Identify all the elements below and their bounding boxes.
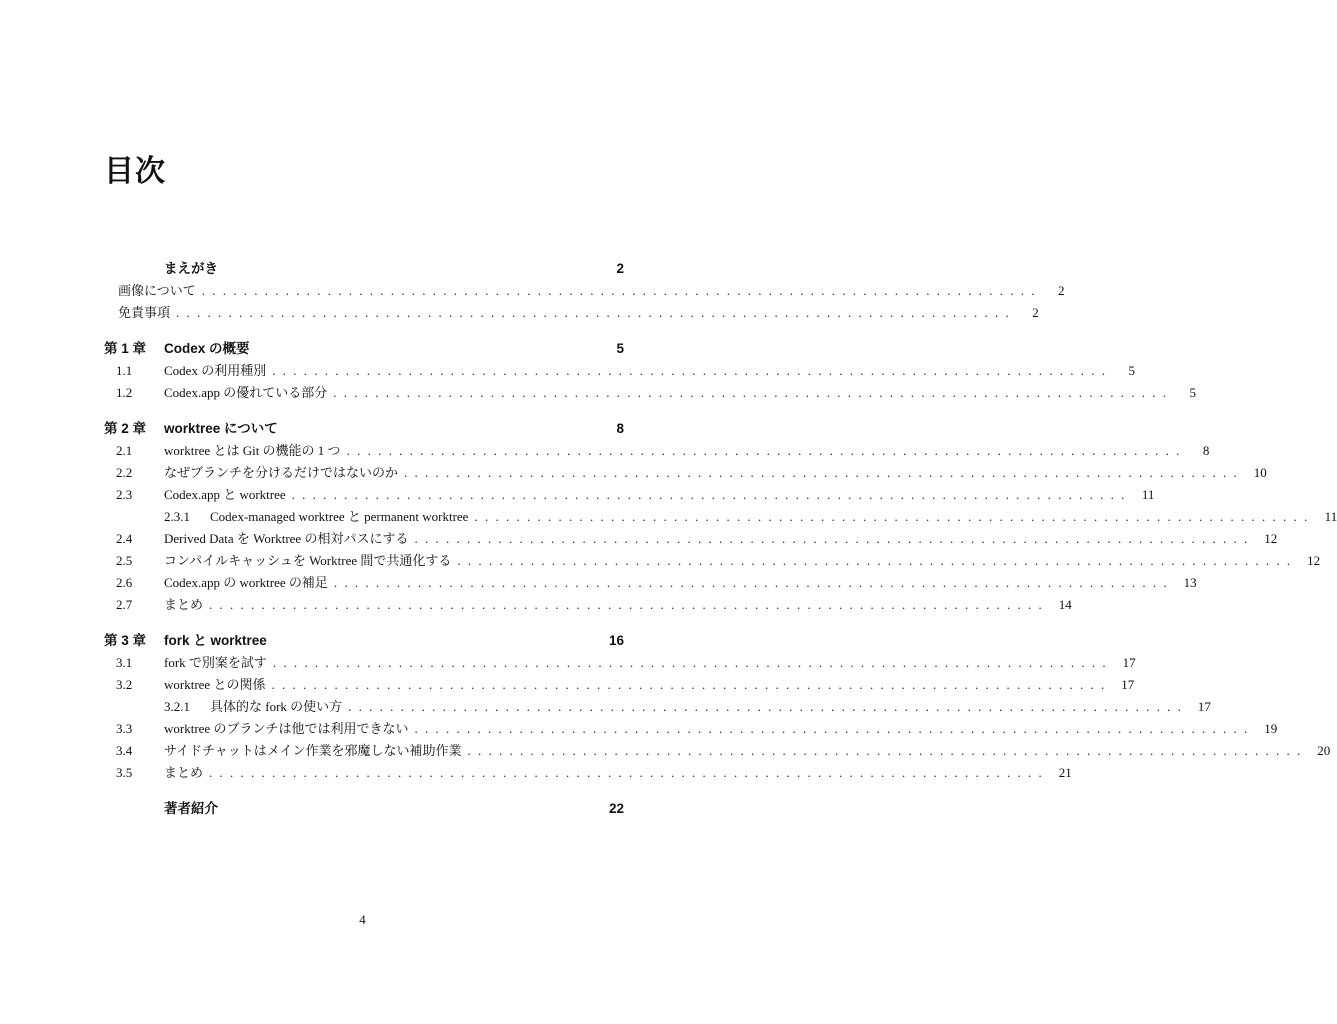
toc-entry-page: 17 [1121, 677, 1135, 692]
toc-dot-leader [224, 258, 584, 280]
toc-entry-title: fork と worktree [164, 633, 267, 648]
toc-entry-page: 14 [1058, 597, 1072, 612]
toc-entry-number: 第 2 章 [104, 421, 147, 436]
toc-entry-page: 5 [1128, 363, 1135, 378]
toc-entry-number: 2.1 [116, 443, 133, 458]
toc-gap [104, 616, 624, 630]
toc-dot-leader [224, 798, 584, 820]
toc-dot-leader: . . . . . . . . . . . . . . . . . . . . . . . . . . . . . . . . . . . . . . . . . . . . . . . . . . . . . . . . . . . . . . . . . . . . . . . . . . . . . . . . [333, 385, 1168, 400]
toc-entry-number: 2.3.1 [164, 509, 190, 524]
toc-entry-pre[interactable] [104, 280, 1065, 302]
toc-entry-subsection[interactable] [104, 696, 1211, 718]
toc-dot-leader [273, 630, 584, 652]
toc-entry-page: 21 [1058, 765, 1072, 780]
toc-entry-page: 22 [608, 801, 624, 816]
toc-entry-title: まとめ [164, 597, 204, 612]
toc-entry-number: 3.2 [116, 677, 133, 692]
toc-entry-title: Codex の利用種別 [164, 363, 267, 378]
toc-entry-section[interactable] [104, 484, 1155, 506]
toc-dot-leader: . . . . . . . . . . . . . . . . . . . . . . . . . . . . . . . . . . . . . . . . . . . . . . . . . . . . . . . . . . . . . . . . . . . . . . . . . . . . . . . . [209, 765, 1044, 780]
toc-entry-title: worktree について [164, 421, 278, 436]
toc-entry-page: 12 [1264, 531, 1278, 546]
toc-dot-leader: . . . . . . . . . . . . . . . . . . . . . . . . . . . . . . . . . . . . . . . . . . . . . . . . . . . . . . . . . . . . . . . . . . . . . . . . . . . . . . . . [348, 699, 1183, 714]
toc-entry-title: worktree との関係 [164, 677, 266, 692]
toc-entry-section[interactable] [104, 382, 1196, 404]
page-title: 目次 [104, 154, 166, 189]
toc-entry-number: 1.2 [116, 385, 133, 400]
toc-entry-number: 2.2 [116, 465, 133, 480]
toc-entry-chapter[interactable] [104, 338, 624, 360]
toc-entry-number: 2.6 [116, 575, 133, 590]
toc-entry-page: 8 [616, 421, 624, 436]
toc-entry-page: 13 [1183, 575, 1197, 590]
toc-entry-title: worktree とは Git の機能の 1 つ [164, 443, 341, 458]
toc-dot-leader: . . . . . . . . . . . . . . . . . . . . . . . . . . . . . . . . . . . . . . . . . . . . . . . . . . . . . . . . . . . . . . . . . . . . . . . . . . . . . . . . [414, 721, 1250, 736]
toc-entry-page: 19 [1264, 721, 1278, 736]
toc-entry-title: まえがき [164, 261, 218, 276]
toc-entry-title: サイドチャットはメイン作業を邪魔しない補助作業 [164, 743, 462, 758]
toc-entry-chapter[interactable] [104, 798, 624, 820]
toc-gap [104, 324, 624, 338]
toc-entry-number: 第 1 章 [104, 341, 147, 356]
toc-entry-number: 3.1 [116, 655, 133, 670]
toc-dot-leader [256, 338, 584, 360]
toc-entry-title: Codex.app の優れている部分 [164, 385, 328, 400]
toc-entry-section[interactable] [104, 594, 1072, 616]
toc-entry-page: 8 [1202, 443, 1210, 458]
toc-dot-leader: . . . . . . . . . . . . . . . . . . . . . . . . . . . . . . . . . . . . . . . . . . . . . . . . . . . . . . . . . . . . . . . . . . . . . . . . . . . . . . . . [404, 465, 1239, 480]
toc-dot-leader: . . . . . . . . . . . . . . . . . . . . . . . . . . . . . . . . . . . . . . . . . . . . . . . . . . . . . . . . . . . . . . . . . . . . . . . . . . . . . . . . [333, 575, 1169, 590]
toc-dot-leader: . . . . . . . . . . . . . . . . . . . . . . . . . . . . . . . . . . . . . . . . . . . . . . . . . . . . . . . . . . . . . . . . . . . . . . . . . . . . . . . . [209, 597, 1044, 612]
toc-entry-section[interactable] [104, 462, 1267, 484]
toc-entry-page: 16 [608, 633, 624, 648]
toc-entry-section[interactable] [104, 550, 1321, 572]
toc-entry-page: 2 [1058, 283, 1065, 298]
toc-entry-page: 5 [616, 341, 624, 356]
toc-dot-leader: . . . . . . . . . . . . . . . . . . . . . . . . . . . . . . . . . . . . . . . . . . . . . . . . . . . . . . . . . . . . . . . . . . . . . . . . . . . . . . . . [467, 743, 1303, 758]
toc-entry-section[interactable] [104, 360, 1135, 382]
toc-entry-section[interactable] [104, 572, 1197, 594]
toc-entry-page: 12 [1307, 553, 1321, 568]
toc-entry-title: なぜブランチを分けるだけではないのか [164, 465, 399, 480]
toc-dot-leader: . . . . . . . . . . . . . . . . . . . . . . . . . . . . . . . . . . . . . . . . . . . . . . . . . . . . . . . . . . . . . . . . . . . . . . . . . . . . . . . . [201, 283, 1037, 298]
toc-entry-number: 3.3 [116, 721, 133, 736]
toc-entry-title: コンパイルキャッシュを Worktree 間で共通化する [164, 553, 452, 568]
toc-entry-number: 3.2.1 [164, 699, 190, 714]
toc-gap [104, 784, 624, 798]
toc-entry-title: 画像について [118, 283, 196, 298]
toc-dot-leader: . . . . . . . . . . . . . . . . . . . . . . . . . . . . . . . . . . . . . . . . . . . . . . . . . . . . . . . . . . . . . . . . . . . . . . . . . . . . . . . . [346, 443, 1182, 458]
toc-entry-title: 免責事項 [118, 305, 171, 320]
toc-entry-title: worktree のブランチは他では利用できない [164, 721, 409, 736]
toc-entry-pre[interactable] [104, 302, 1039, 324]
toc-entry-title: Codex-managed worktree と permanent worktree [210, 509, 469, 524]
toc-entry-number: 第 3 章 [104, 633, 147, 648]
toc-entry-section[interactable] [104, 740, 1331, 762]
toc-dot-leader [284, 418, 584, 440]
toc-entry-title: Codex の概要 [164, 341, 250, 356]
page-number: 4 [359, 912, 366, 927]
toc-entry-page: 5 [1189, 385, 1196, 400]
toc-gap [104, 404, 624, 418]
toc-entry-section[interactable] [104, 674, 1135, 696]
toc-entry-section[interactable] [104, 652, 1136, 674]
toc-entry-page: 2 [1032, 305, 1039, 320]
table-of-contents [104, 258, 1337, 820]
toc-entry-subsection[interactable] [104, 506, 1337, 528]
toc-entry-section[interactable] [104, 440, 1210, 462]
toc-entry-number: 2.3 [116, 487, 133, 502]
toc-dot-leader: . . . . . . . . . . . . . . . . . . . . . . . . . . . . . . . . . . . . . . . . . . . . . . . . . . . . . . . . . . . . . . . . . . . . . . . . . . . . . . . . [474, 509, 1310, 524]
toc-entry-title: 著者紹介 [164, 801, 218, 816]
toc-entry-section[interactable] [104, 528, 1278, 550]
toc-entry-chapter[interactable] [104, 418, 624, 440]
toc-entry-number: 3.4 [116, 743, 133, 758]
toc-dot-leader: . . . . . . . . . . . . . . . . . . . . . . . . . . . . . . . . . . . . . . . . . . . . . . . . . . . . . . . . . . . . . . . . . . . . . . . . . . . . . . . . [272, 363, 1107, 378]
toc-entry-page: 11 [1324, 509, 1337, 524]
toc-entry-title: Codex.app の worktree の補足 [164, 575, 328, 590]
toc-entry-number: 2.7 [116, 597, 133, 612]
toc-entry-section[interactable] [104, 762, 1072, 784]
toc-entry-number: 2.4 [116, 531, 133, 546]
toc-entry-number: 1.1 [116, 363, 133, 378]
toc-entry-chapter[interactable] [104, 630, 624, 652]
toc-entry-title: fork で別案を試す [164, 655, 267, 670]
toc-entry-page: 11 [1141, 487, 1155, 502]
toc-entry-section[interactable] [104, 718, 1278, 740]
toc-entry-page: 20 [1317, 743, 1331, 758]
toc-entry-chapter[interactable] [104, 258, 624, 280]
toc-dot-leader: . . . . . . . . . . . . . . . . . . . . . . . . . . . . . . . . . . . . . . . . . . . . . . . . . . . . . . . . . . . . . . . . . . . . . . . . . . . . . . . . [414, 531, 1250, 546]
toc-entry-title: Derived Data を Worktree の相対パスにする [164, 531, 409, 546]
toc-entry-page: 17 [1122, 655, 1136, 670]
toc-entry-title: まとめ [164, 765, 204, 780]
toc-entry-page: 17 [1197, 699, 1211, 714]
toc-entry-number: 2.5 [116, 553, 133, 568]
toc-entry-title: 具体的な fork の使い方 [210, 699, 343, 714]
toc-dot-leader: . . . . . . . . . . . . . . . . . . . . . . . . . . . . . . . . . . . . . . . . . . . . . . . . . . . . . . . . . . . . . . . . . . . . . . . . . . . . . . . . [272, 655, 1108, 670]
toc-entry-number: 3.5 [116, 765, 133, 780]
toc-dot-leader: . . . . . . . . . . . . . . . . . . . . . . . . . . . . . . . . . . . . . . . . . . . . . . . . . . . . . . . . . . . . . . . . . . . . . . . . . . . . . . . . [457, 553, 1293, 568]
toc-dot-leader: . . . . . . . . . . . . . . . . . . . . . . . . . . . . . . . . . . . . . . . . . . . . . . . . . . . . . . . . . . . . . . . . . . . . . . . . . . . . . . . . [271, 677, 1107, 692]
toc-dot-leader: . . . . . . . . . . . . . . . . . . . . . . . . . . . . . . . . . . . . . . . . . . . . . . . . . . . . . . . . . . . . . . . . . . . . . . . . . . . . . . . . [176, 305, 1011, 320]
toc-entry-page: 10 [1253, 465, 1267, 480]
toc-entry-page: 2 [616, 261, 624, 276]
toc-entry-title: Codex.app と worktree [164, 487, 286, 502]
toc-dot-leader: . . . . . . . . . . . . . . . . . . . . . . . . . . . . . . . . . . . . . . . . . . . . . . . . . . . . . . . . . . . . . . . . . . . . . . . . . . . . . . . . [291, 487, 1127, 502]
